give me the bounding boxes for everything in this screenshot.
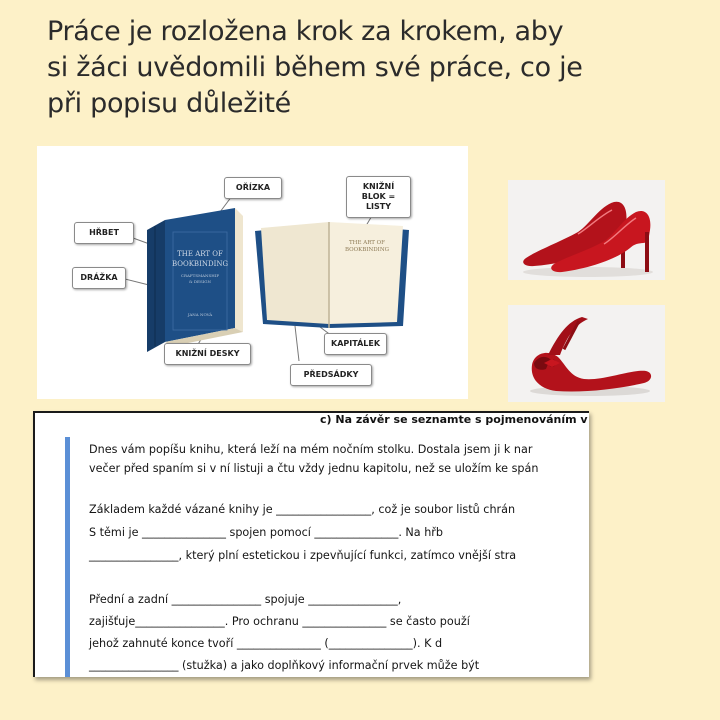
- worksheet-excerpt: [33, 411, 589, 677]
- callout-orizka: OŘÍZKA: [224, 177, 282, 199]
- worksheet-line: zajišťuje________________. Pro ochranu _______________ se často použí: [89, 615, 470, 628]
- svg-text:BOOKBINDING: BOOKBINDING: [171, 260, 229, 268]
- callout-kapitalek: KAPITÁLEK: [324, 333, 387, 355]
- red-pumps-side-illustration: [508, 305, 665, 402]
- callout-hrbet: HŘBET: [74, 222, 134, 244]
- callout-drazka: DRÁŽKA: [72, 267, 126, 289]
- slide-title-line-1: Práce je rozložena krok za krokem, aby: [47, 16, 564, 47]
- book-page-title: THE ART OF: [349, 240, 385, 246]
- closed-book: [147, 208, 243, 352]
- red-pumps-side-photo: [508, 305, 665, 402]
- worksheet-line: Přední a zadní ________________ spojuje ________________,: [89, 593, 402, 606]
- callout-knizni-desky: KNIŽNÍ DESKY: [164, 343, 251, 365]
- worksheet-line: ________________, který plní estetickou i zpevňující funkci, zatímco vnější stra: [89, 549, 517, 562]
- worksheet-accent-bar: [65, 437, 70, 677]
- red-pumps-photo: [508, 180, 665, 280]
- book-cover-subtitle: CRAFTSMANSHIP: [180, 273, 220, 278]
- worksheet-line: ________________ (stužka) a jako doplňkový informační prvek může být: [89, 659, 480, 672]
- svg-text:& DESIGN: & DESIGN: [189, 279, 211, 284]
- book-parts-diagram: [37, 146, 468, 399]
- callout-knizni-blok: KNIŽNÍ BLOK = LISTY: [346, 176, 411, 218]
- worksheet-line: S těmi je _______________ spojen pomocí _______________. Na hřb: [89, 526, 444, 539]
- worksheet-line: Dnes vám popíšu knihu, která leží na mém nočním stolku. Dostala jsem ji k nar: [89, 443, 533, 456]
- red-pumps-illustration: [508, 180, 665, 280]
- svg-text:BOOKBINDING: BOOKBINDING: [344, 247, 390, 253]
- slide-title-line-3: při popisu důležité: [47, 88, 291, 119]
- open-book: [255, 222, 409, 328]
- worksheet-line: jehož zahnuté konce tvoří _______________ (_______________). K d: [89, 637, 443, 650]
- worksheet-line: večer před spaním si v ní listuji a čtu vždy jednu kapitolu, než se uložím ke spán: [89, 462, 539, 475]
- slide-title: [47, 14, 687, 122]
- book-cover-author: JANA NOVÁ: [187, 312, 213, 317]
- worksheet-line: Základem každé vázané knihy je _________________, což je soubor listů chrán: [89, 503, 516, 516]
- book-cover-title: THE ART OF: [177, 250, 223, 258]
- worksheet-heading: c) Na závěr se seznamte s pojmenováním v: [320, 413, 588, 426]
- slide-title-line-2: si žáci uvědomili během své práce, co je: [47, 52, 583, 83]
- callout-predsadky: PŘEDSÁDKY: [290, 364, 372, 386]
